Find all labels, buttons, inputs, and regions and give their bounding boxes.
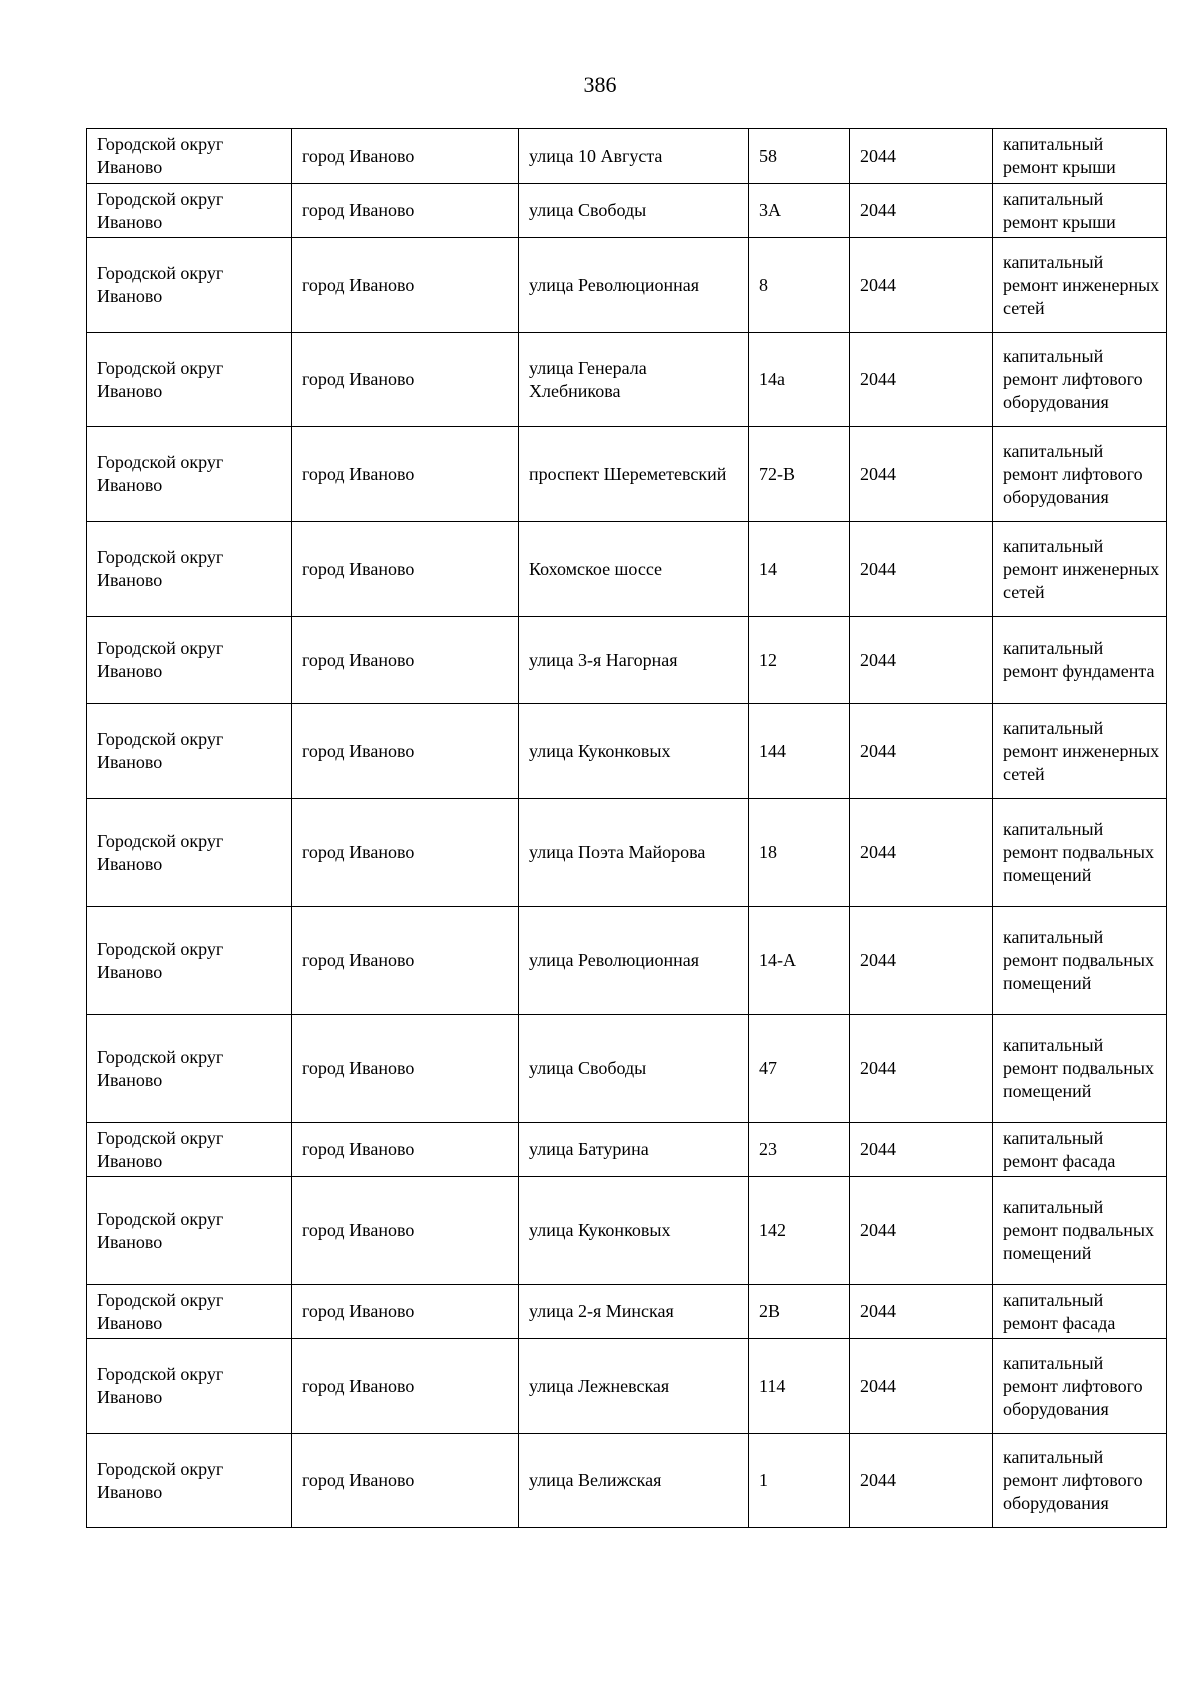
street-cell: улица Свободы <box>519 1015 749 1123</box>
table-row <box>87 129 1167 184</box>
house-number-cell: 72-В <box>749 427 850 522</box>
street-cell: улица 10 Августа <box>519 129 749 184</box>
street-cell: Кохомское шоссе <box>519 522 749 617</box>
work-type-cell: капитальный ремонт подвальных помещений <box>993 1015 1167 1123</box>
work-type-cell: капитальный ремонт подвальных помещений <box>993 1177 1167 1285</box>
settlement-cell: город Иваново <box>292 129 519 184</box>
page-number: 386 <box>583 72 617 97</box>
settlement-cell: город Иваново <box>292 704 519 799</box>
street-cell: улица 3-я Нагорная <box>519 617 749 704</box>
year-cell: 2044 <box>850 907 993 1015</box>
municipality-cell: Городской округ Иваново <box>87 907 292 1015</box>
house-number-cell: 3А <box>749 184 850 238</box>
year-cell: 2044 <box>850 704 993 799</box>
municipality-cell: Городской округ Иваново <box>87 1177 292 1285</box>
year-cell: 2044 <box>850 238 993 333</box>
work-type-cell: капитальный ремонт подвальных помещений <box>993 799 1167 907</box>
house-number-cell: 58 <box>749 129 850 184</box>
work-type-cell: капитальный ремонт лифтового оборудования <box>993 1339 1167 1434</box>
municipality-cell: Городской округ Иваново <box>87 238 292 333</box>
work-type-cell: капитальный ремонт крыши <box>993 129 1167 184</box>
work-type-cell: капитальный ремонт фасада <box>993 1285 1167 1339</box>
year-cell: 2044 <box>850 617 993 704</box>
settlement-cell: город Иваново <box>292 1015 519 1123</box>
street-cell: улица Куконковых <box>519 704 749 799</box>
table-row <box>87 1177 1167 1285</box>
year-cell: 2044 <box>850 799 993 907</box>
street-cell: улица Свободы <box>519 184 749 238</box>
municipality-cell: Городской округ Иваново <box>87 1339 292 1434</box>
settlement-cell: город Иваново <box>292 427 519 522</box>
settlement-cell: город Иваново <box>292 1285 519 1339</box>
street-cell: проспект Шереметевский <box>519 427 749 522</box>
house-number-cell: 14 <box>749 522 850 617</box>
year-cell: 2044 <box>850 1123 993 1177</box>
municipality-cell: Городской округ Иваново <box>87 1434 292 1528</box>
settlement-cell: город Иваново <box>292 799 519 907</box>
settlement-cell: город Иваново <box>292 907 519 1015</box>
house-number-cell: 47 <box>749 1015 850 1123</box>
settlement-cell: город Иваново <box>292 1339 519 1434</box>
settlement-cell: город Иваново <box>292 522 519 617</box>
house-number-cell: 1 <box>749 1434 850 1528</box>
work-type-cell: капитальный ремонт крыши <box>993 184 1167 238</box>
work-type-cell: капитальный ремонт инженерных сетей <box>993 238 1167 333</box>
year-cell: 2044 <box>850 1285 993 1339</box>
settlement-cell: город Иваново <box>292 1434 519 1528</box>
street-cell: улица Поэта Майорова <box>519 799 749 907</box>
table-row <box>87 184 1167 238</box>
table-row <box>87 704 1167 799</box>
settlement-cell: город Иваново <box>292 1177 519 1285</box>
work-type-cell: капитальный ремонт инженерных сетей <box>993 522 1167 617</box>
work-type-cell: капитальный ремонт подвальных помещений <box>993 907 1167 1015</box>
municipality-cell: Городской округ Иваново <box>87 129 292 184</box>
year-cell: 2044 <box>850 1434 993 1528</box>
table-row <box>87 1015 1167 1123</box>
settlement-cell: город Иваново <box>292 333 519 427</box>
street-cell: улица Генерала Хлебникова <box>519 333 749 427</box>
street-cell: улица Велижская <box>519 1434 749 1528</box>
year-cell: 2044 <box>850 1015 993 1123</box>
settlement-cell: город Иваново <box>292 238 519 333</box>
table-row <box>87 333 1167 427</box>
table-row <box>87 238 1167 333</box>
year-cell: 2044 <box>850 184 993 238</box>
municipality-cell: Городской округ Иваново <box>87 184 292 238</box>
house-number-cell: 142 <box>749 1177 850 1285</box>
municipality-cell: Городской округ Иваново <box>87 333 292 427</box>
table-row <box>87 1123 1167 1177</box>
year-cell: 2044 <box>850 129 993 184</box>
settlement-cell: город Иваново <box>292 1123 519 1177</box>
work-type-cell: капитальный ремонт лифтового оборудования <box>993 333 1167 427</box>
table-row <box>87 427 1167 522</box>
house-number-cell: 144 <box>749 704 850 799</box>
year-cell: 2044 <box>850 427 993 522</box>
municipality-cell: Городской округ Иваново <box>87 427 292 522</box>
work-type-cell: капитальный ремонт инженерных сетей <box>993 704 1167 799</box>
work-type-cell: капитальный ремонт лифтового оборудования <box>993 427 1167 522</box>
work-type-cell: капитальный ремонт фундамента <box>993 617 1167 704</box>
table-row <box>87 907 1167 1015</box>
municipality-cell: Городской округ Иваново <box>87 522 292 617</box>
year-cell: 2044 <box>850 522 993 617</box>
year-cell: 2044 <box>850 1339 993 1434</box>
street-cell: улица Революционная <box>519 907 749 1015</box>
municipality-cell: Городской округ Иваново <box>87 1285 292 1339</box>
year-cell: 2044 <box>850 1177 993 1285</box>
table-row <box>87 617 1167 704</box>
house-number-cell: 23 <box>749 1123 850 1177</box>
municipality-cell: Городской округ Иваново <box>87 1015 292 1123</box>
municipality-cell: Городской округ Иваново <box>87 799 292 907</box>
house-number-cell: 2В <box>749 1285 850 1339</box>
work-type-cell: капитальный ремонт фасада <box>993 1123 1167 1177</box>
table-row <box>87 1285 1167 1339</box>
municipality-cell: Городской округ Иваново <box>87 1123 292 1177</box>
street-cell: улица Батурина <box>519 1123 749 1177</box>
street-cell: улица Куконковых <box>519 1177 749 1285</box>
house-number-cell: 14-А <box>749 907 850 1015</box>
table-row <box>87 1339 1167 1434</box>
house-number-cell: 18 <box>749 799 850 907</box>
repair-schedule-table <box>86 128 1167 1528</box>
street-cell: улица Лежневская <box>519 1339 749 1434</box>
municipality-cell: Городской округ Иваново <box>87 704 292 799</box>
settlement-cell: город Иваново <box>292 617 519 704</box>
work-type-cell: капитальный ремонт лифтового оборудования <box>993 1434 1167 1528</box>
table-row <box>87 1434 1167 1528</box>
street-cell: улица 2-я Минская <box>519 1285 749 1339</box>
house-number-cell: 14а <box>749 333 850 427</box>
house-number-cell: 114 <box>749 1339 850 1434</box>
table-row <box>87 799 1167 907</box>
municipality-cell: Городской округ Иваново <box>87 617 292 704</box>
street-cell: улица Революционная <box>519 238 749 333</box>
settlement-cell: город Иваново <box>292 184 519 238</box>
house-number-cell: 8 <box>749 238 850 333</box>
year-cell: 2044 <box>850 333 993 427</box>
table-row <box>87 522 1167 617</box>
house-number-cell: 12 <box>749 617 850 704</box>
